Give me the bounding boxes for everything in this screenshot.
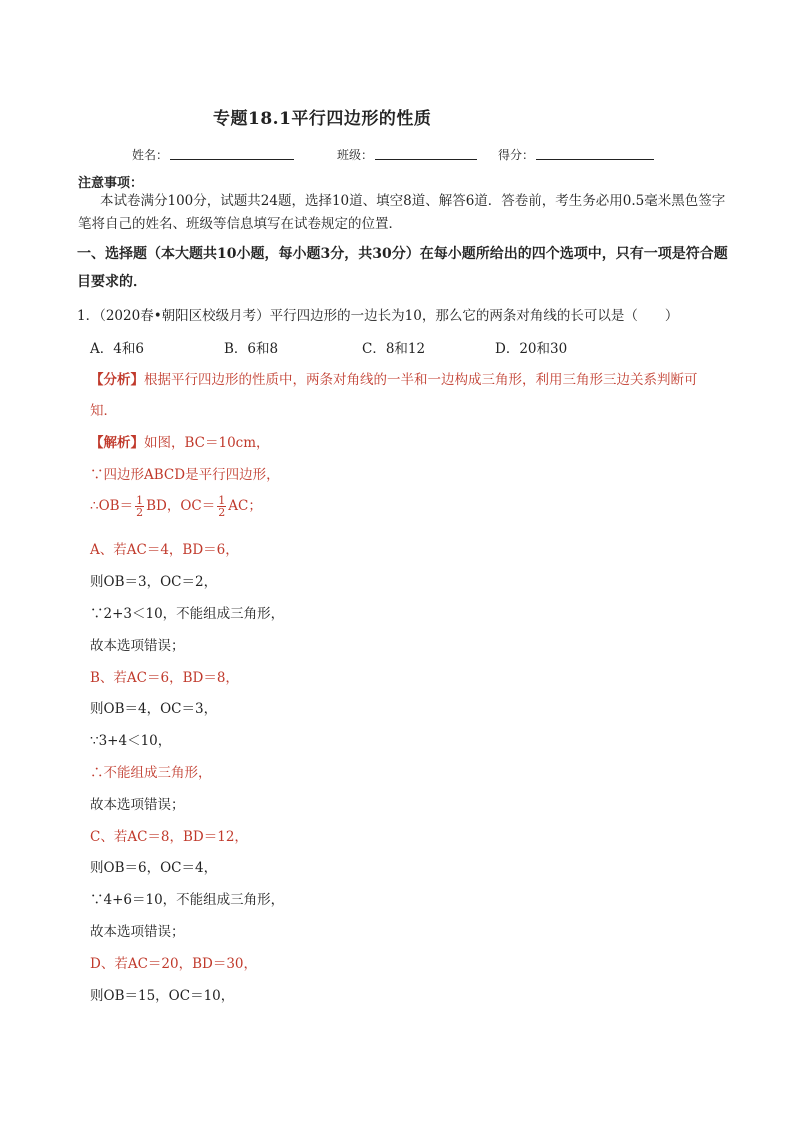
analysis-line-2: 知． xyxy=(90,403,117,419)
analysis-text-1: 根据平行四边形的性质中，两条对角线的一半和一边构成三角形，利用三角形三边关系判断可 xyxy=(144,372,698,388)
c-wrong: 故本选项错误； xyxy=(90,924,185,940)
b-therefore: ∴不能组成三角形， xyxy=(90,765,212,781)
b-because: ∵3+4＜10， xyxy=(90,733,172,749)
solution-line-parallelogram: ∵四边形ABCD是平行四边形， xyxy=(90,467,280,483)
choice-c: C．8和12 xyxy=(362,341,426,357)
choice-d: D．20和30 xyxy=(495,341,568,357)
notice-text: 本试卷满分100分，试题共24题，选择10道、填空8道、解答6道．答卷前，考生务必用0.5毫米黑色签字笔将自己的姓名、班级等信息填写在试卷规定的位置． xyxy=(78,193,726,232)
solution-tag: 【解析】 xyxy=(90,435,144,451)
question-1: 1．（2020春•朝阳区校级月考）平行四边形的一边长为10，那么它的两条对角线的长可以是（ ） xyxy=(77,308,679,324)
half-bd: BD，OC＝ xyxy=(146,498,216,514)
solution-line-intro xyxy=(90,431,270,451)
fraction-denominator: 2 xyxy=(136,506,144,519)
a-because: ∵2+3＜10，不能组成三角形， xyxy=(90,606,285,622)
score-blank[interactable] xyxy=(536,146,654,160)
b-then: 则OB＝4，OC＝3， xyxy=(90,701,218,717)
analysis-line-1 xyxy=(90,368,698,388)
choice-a: A．4和6 xyxy=(90,341,144,357)
fraction-numerator: 1 xyxy=(218,494,226,507)
choice-b: B．6和8 xyxy=(224,341,279,357)
analysis-tag: 【分析】 xyxy=(90,372,144,388)
b-if: B、若AC＝6，BD＝8， xyxy=(90,670,239,686)
section-heading: 一、选择题（本大题共10小题，每小题3分，共30分）在每小题所给出的四个选项中，只有一项是符合题目要求的． xyxy=(77,246,728,290)
name-label: 姓名： xyxy=(132,148,169,162)
b-wrong: 故本选项错误； xyxy=(90,797,185,813)
half-prefix: ∴OB＝ xyxy=(90,498,134,514)
page-title: 专题18.1平行四边形的性质 xyxy=(213,109,432,129)
c-if: C、若AC＝8，BD＝12， xyxy=(90,829,248,845)
score-label: 得分： xyxy=(498,148,535,162)
a-if: A、若AC＝4，BD＝6， xyxy=(90,542,239,558)
d-if: D、若AC＝20，BD＝30， xyxy=(90,956,258,972)
name-blank[interactable] xyxy=(170,146,294,160)
class-label: 班级： xyxy=(337,148,374,162)
a-then: 则OB＝3，OC＝2， xyxy=(90,574,218,590)
fraction-half-1 xyxy=(135,495,144,518)
a-wrong: 故本选项错误； xyxy=(90,638,185,654)
class-field[interactable] xyxy=(337,146,373,163)
name-field[interactable] xyxy=(132,146,168,163)
c-then: 则OB＝6，OC＝4， xyxy=(90,860,218,876)
class-blank[interactable] xyxy=(375,146,477,160)
notice-label: 注意事项： xyxy=(78,176,144,191)
fraction-half-2 xyxy=(217,495,226,518)
d-then: 则OB＝15，OC＝10， xyxy=(90,988,235,1004)
score-field[interactable] xyxy=(498,146,534,163)
solution-line-half xyxy=(90,494,262,518)
half-ac: AC； xyxy=(228,498,262,514)
solution-intro: 如图，BC＝10cm， xyxy=(144,435,270,451)
fraction-denominator: 2 xyxy=(218,506,226,519)
c-because: ∵4+6＝10，不能组成三角形， xyxy=(90,892,285,908)
fraction-numerator: 1 xyxy=(136,494,144,507)
